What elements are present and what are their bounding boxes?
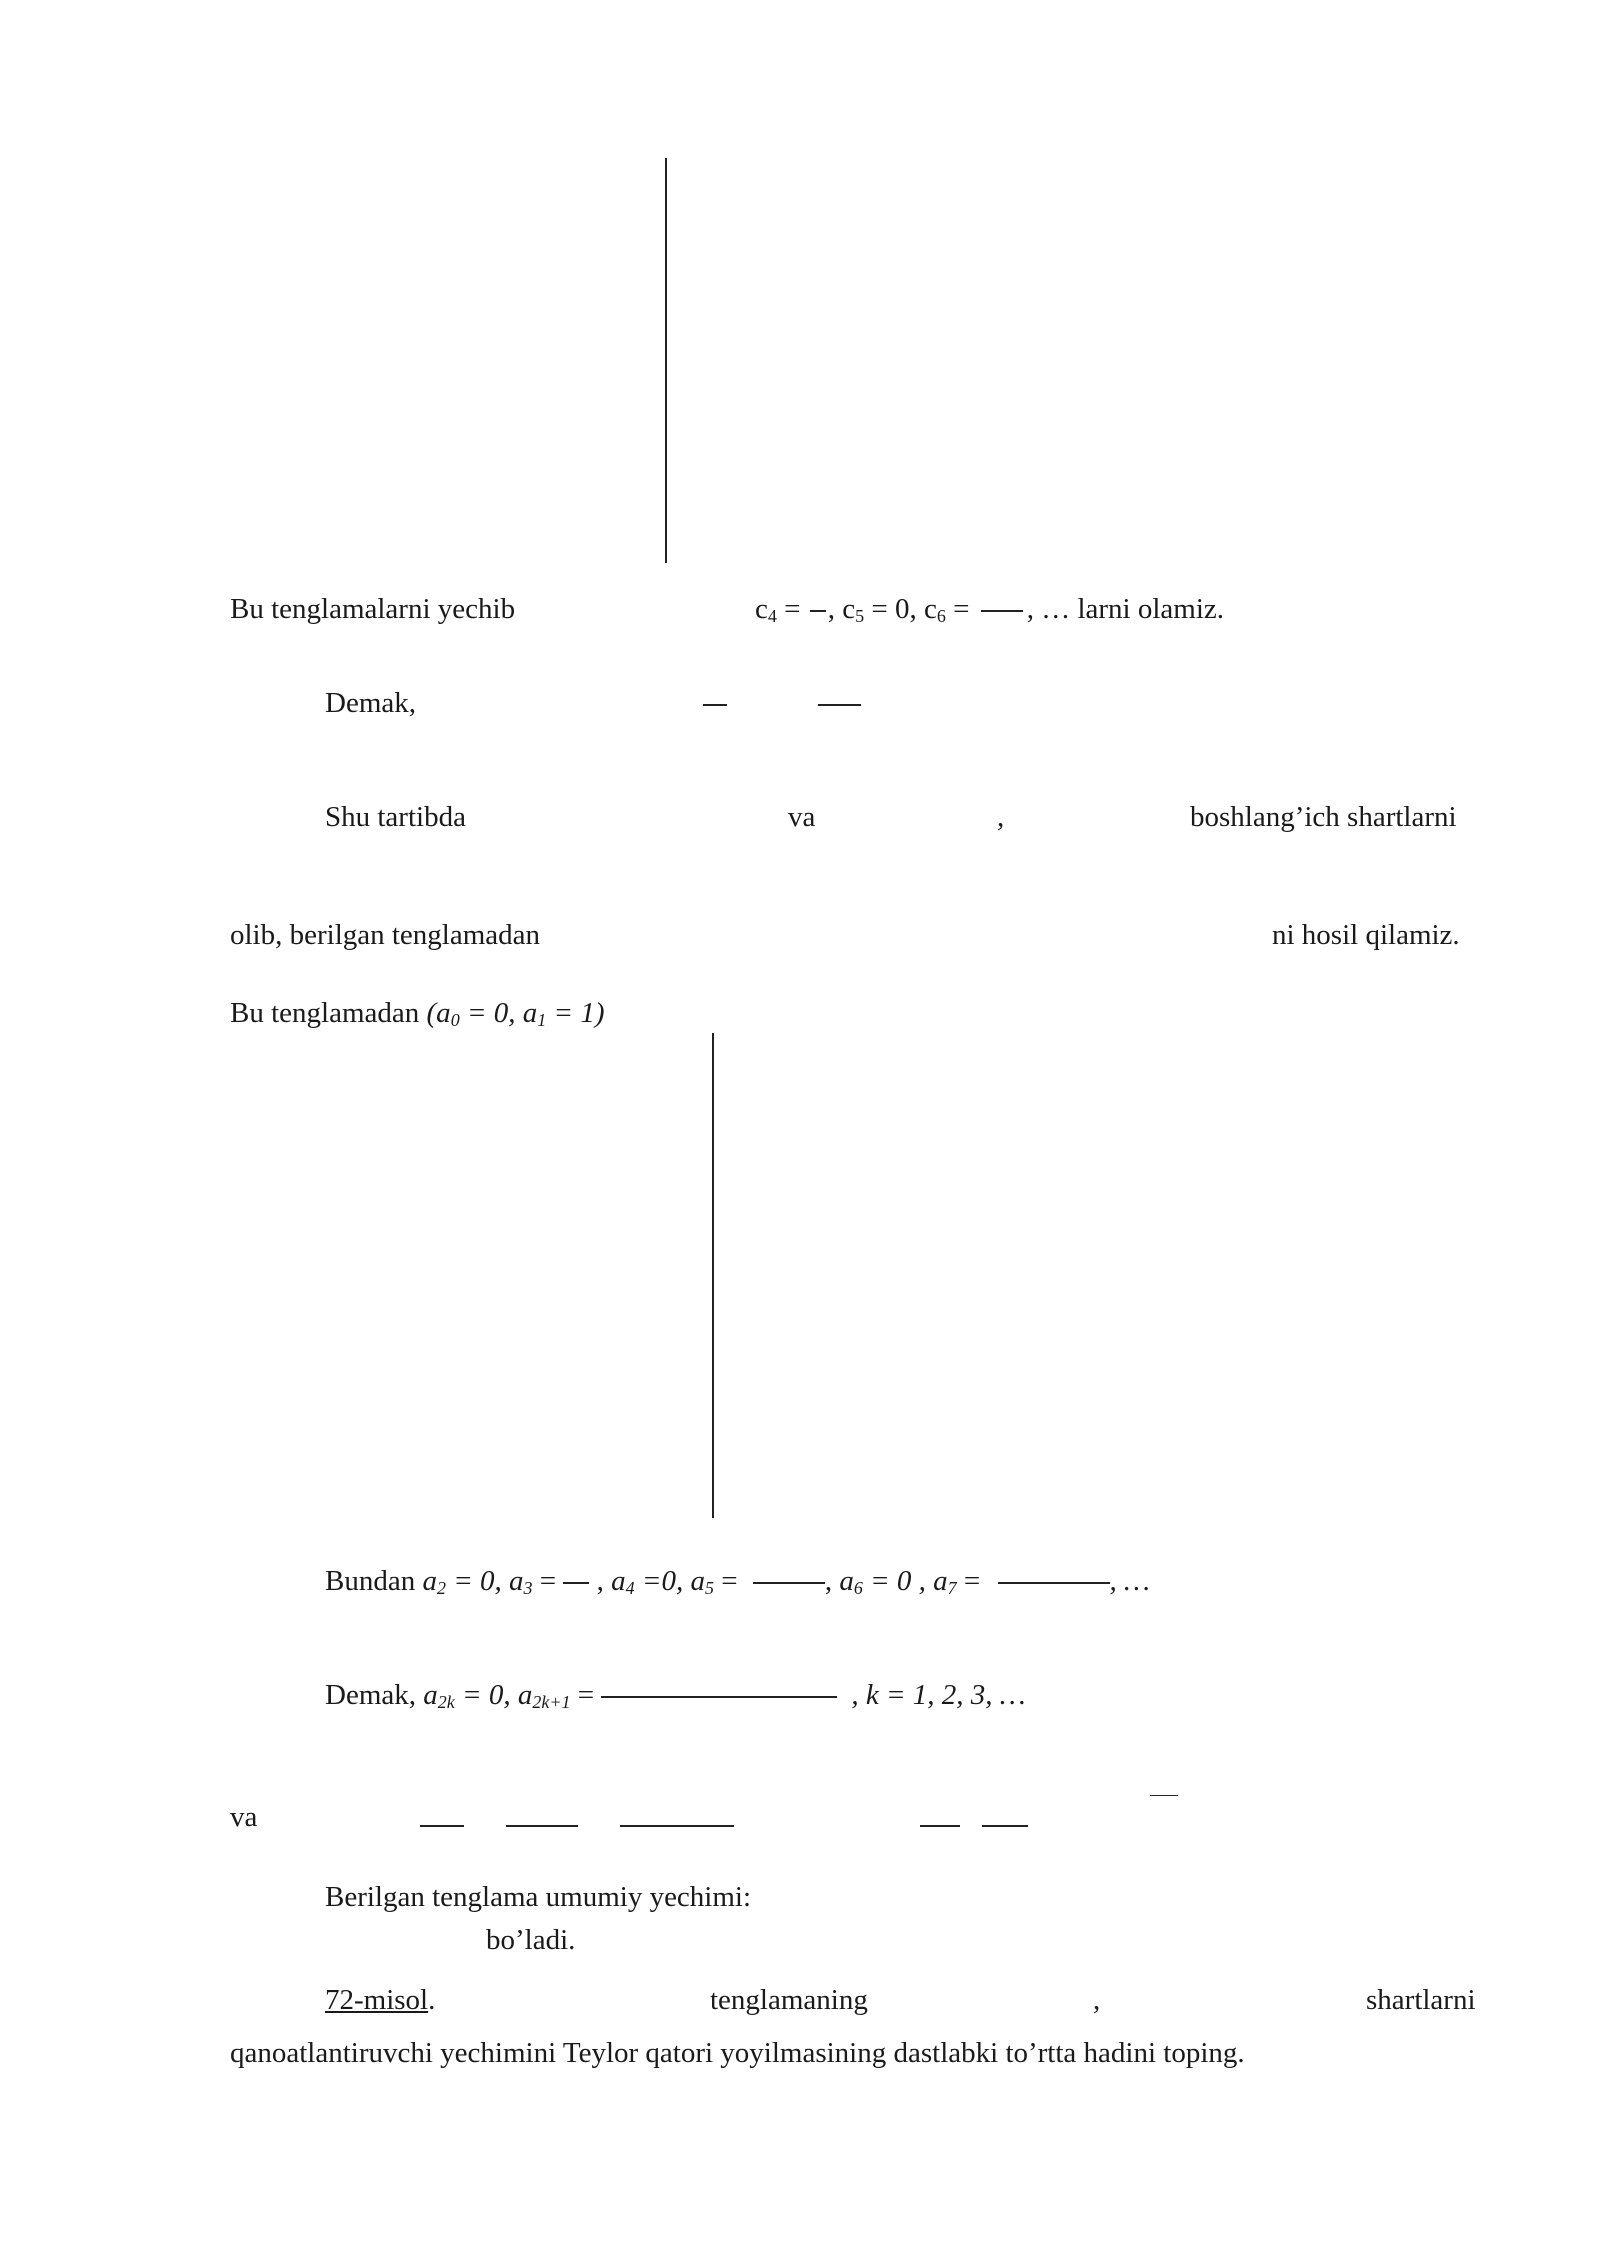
a2-value: = 0,	[445, 1565, 510, 1597]
a3-fraction-bar	[563, 1582, 589, 1584]
c5-subscript: 5	[855, 606, 865, 626]
shu-tartibda-lead	[325, 800, 466, 834]
demak-label-2: Demak,	[325, 1679, 424, 1711]
a5-sub: 5	[704, 1578, 714, 1598]
a2-sub: 2	[436, 1578, 446, 1598]
k-range-text: , k = 1, 2, 3, …	[851, 1679, 1026, 1711]
a5-fraction-bar	[753, 1582, 825, 1584]
general-solution-text: Berilgan tenglama umumiy yechimi:	[325, 1881, 752, 1913]
example-72-label	[325, 1983, 435, 2017]
c6-subscript: 6	[936, 606, 946, 626]
a4-symbol: a	[611, 1565, 626, 1597]
va-text-2: va	[230, 1801, 258, 1833]
a2k-sub: 2k	[437, 1692, 455, 1712]
a3-equals: =	[532, 1565, 564, 1597]
a2k1-symbol: a	[517, 1679, 533, 1711]
a2k1-sub: 2k+1	[532, 1692, 571, 1712]
boladi-line	[486, 1923, 575, 1957]
cond-a1-sub: 1	[537, 1010, 547, 1030]
c6-equals: =	[945, 593, 977, 625]
example-72-dot: .	[428, 1984, 436, 2016]
a7-sub: 7	[947, 1578, 957, 1598]
a7-equals: =	[956, 1565, 988, 1597]
a2k-value: = 0,	[454, 1679, 518, 1711]
cond-mid: = 0, a	[459, 997, 538, 1029]
c5-value: = 0, c	[864, 593, 937, 625]
fraction-bar-demak-2	[818, 704, 861, 706]
a6-value: = 0 ,	[862, 1565, 934, 1597]
demak-general-term-line	[325, 1678, 1026, 1712]
series-fraction-bar-2	[506, 1825, 578, 1827]
taylor-task-line	[230, 2036, 1245, 2070]
a6-sub: 6	[853, 1578, 863, 1598]
cond-end: = 1)	[546, 997, 605, 1029]
va-series-line	[230, 1800, 257, 1834]
a2k-symbol: a	[423, 1679, 438, 1711]
a6-symbol: a	[839, 1565, 854, 1597]
a7-symbol: a	[933, 1565, 948, 1597]
comma-text-2: ,	[1093, 1984, 1101, 2016]
bu-tenglamadan-line	[230, 996, 605, 1030]
c6-fraction-bar	[981, 610, 1023, 612]
example-72-tail	[1366, 1983, 1476, 2017]
hosil-qilamiz-text: ni hosil qilamiz.	[1272, 919, 1460, 951]
a-tail: , …	[1109, 1565, 1150, 1597]
c5-symbol: , c	[827, 593, 856, 625]
series-fraction-bar-5	[982, 1825, 1028, 1827]
shu-tartibda-text: Shu tartibda	[325, 801, 466, 833]
tenglamaning-text: tenglamaning	[710, 1984, 868, 2016]
fraction-bar-demak-1	[703, 704, 727, 706]
a2-symbol: a	[422, 1565, 437, 1597]
c4-subscript: 4	[767, 606, 777, 626]
demak-line-1	[325, 686, 416, 720]
taylor-task-text: qanoatlantiruvchi yechimini Teylor qatori yoyilmasining dastlabki to’rtta hadini toping.	[230, 2037, 1245, 2069]
coefficients-c4-c6	[755, 592, 1224, 626]
series-fraction-bar-6	[1150, 1795, 1178, 1796]
initial-conditions-text: boshlang’ich shartlarni	[1190, 801, 1457, 833]
olib-text: olib, berilgan tenglamadan	[230, 919, 541, 951]
a2k1-equals: =	[570, 1679, 602, 1711]
a6-sep: ,	[824, 1565, 840, 1597]
system-bracket-line-top	[665, 158, 667, 563]
comma-text-1: ,	[997, 801, 1005, 833]
a4-value: =0,	[634, 1565, 691, 1597]
cond-a0: (a	[426, 997, 451, 1029]
a2k1-fraction-bar	[601, 1696, 837, 1698]
a3-symbol: a	[509, 1565, 524, 1597]
bundan-coefficients-line	[325, 1564, 1150, 1598]
series-fraction-bar-1	[420, 1825, 464, 1827]
a4-sep: ,	[589, 1565, 612, 1597]
c4-symbol: c	[755, 593, 768, 625]
example-72-comma	[1093, 1983, 1100, 2017]
shu-tartibda-tail	[1190, 800, 1457, 834]
system-bracket-line-middle	[712, 1033, 714, 1518]
cond-a0-sub: 0	[450, 1010, 460, 1030]
series-fraction-bar-3	[620, 1825, 734, 1827]
solving-lead-text: Bu tenglamalarni yechib	[230, 593, 516, 625]
example-72-link[interactable]: 72-misol	[325, 1984, 429, 2016]
bu-tenglamadan-text: Bu tenglamadan	[230, 997, 427, 1029]
demak-label-1: Demak,	[325, 687, 416, 719]
bundan-text: Bundan	[325, 1565, 423, 1597]
c-tail-text: , … larni olamiz.	[1026, 593, 1225, 625]
shartlarni-text: shartlarni	[1366, 1984, 1476, 2016]
a7-fraction-bar	[998, 1582, 1110, 1584]
example-72-mid	[710, 1983, 868, 2017]
a3-sub: 3	[523, 1578, 533, 1598]
c4-fraction-bar	[810, 610, 826, 612]
paragraph-solving-equations	[230, 592, 515, 626]
c4-equals: =	[776, 593, 808, 625]
condition-expression	[427, 997, 605, 1029]
series-fraction-bar-4	[920, 1825, 960, 1827]
shu-tartibda-comma	[997, 800, 1004, 834]
a4-sub: 4	[625, 1578, 635, 1598]
a5-symbol: a	[690, 1565, 705, 1597]
olib-tail	[1272, 918, 1460, 952]
boladi-text: bo’ladi.	[486, 1924, 576, 1956]
va-text-1: va	[788, 801, 816, 833]
general-solution-line	[325, 1880, 751, 1914]
olib-lead	[230, 918, 540, 952]
shu-tartibda-va	[788, 800, 815, 834]
a5-equals: =	[713, 1565, 745, 1597]
